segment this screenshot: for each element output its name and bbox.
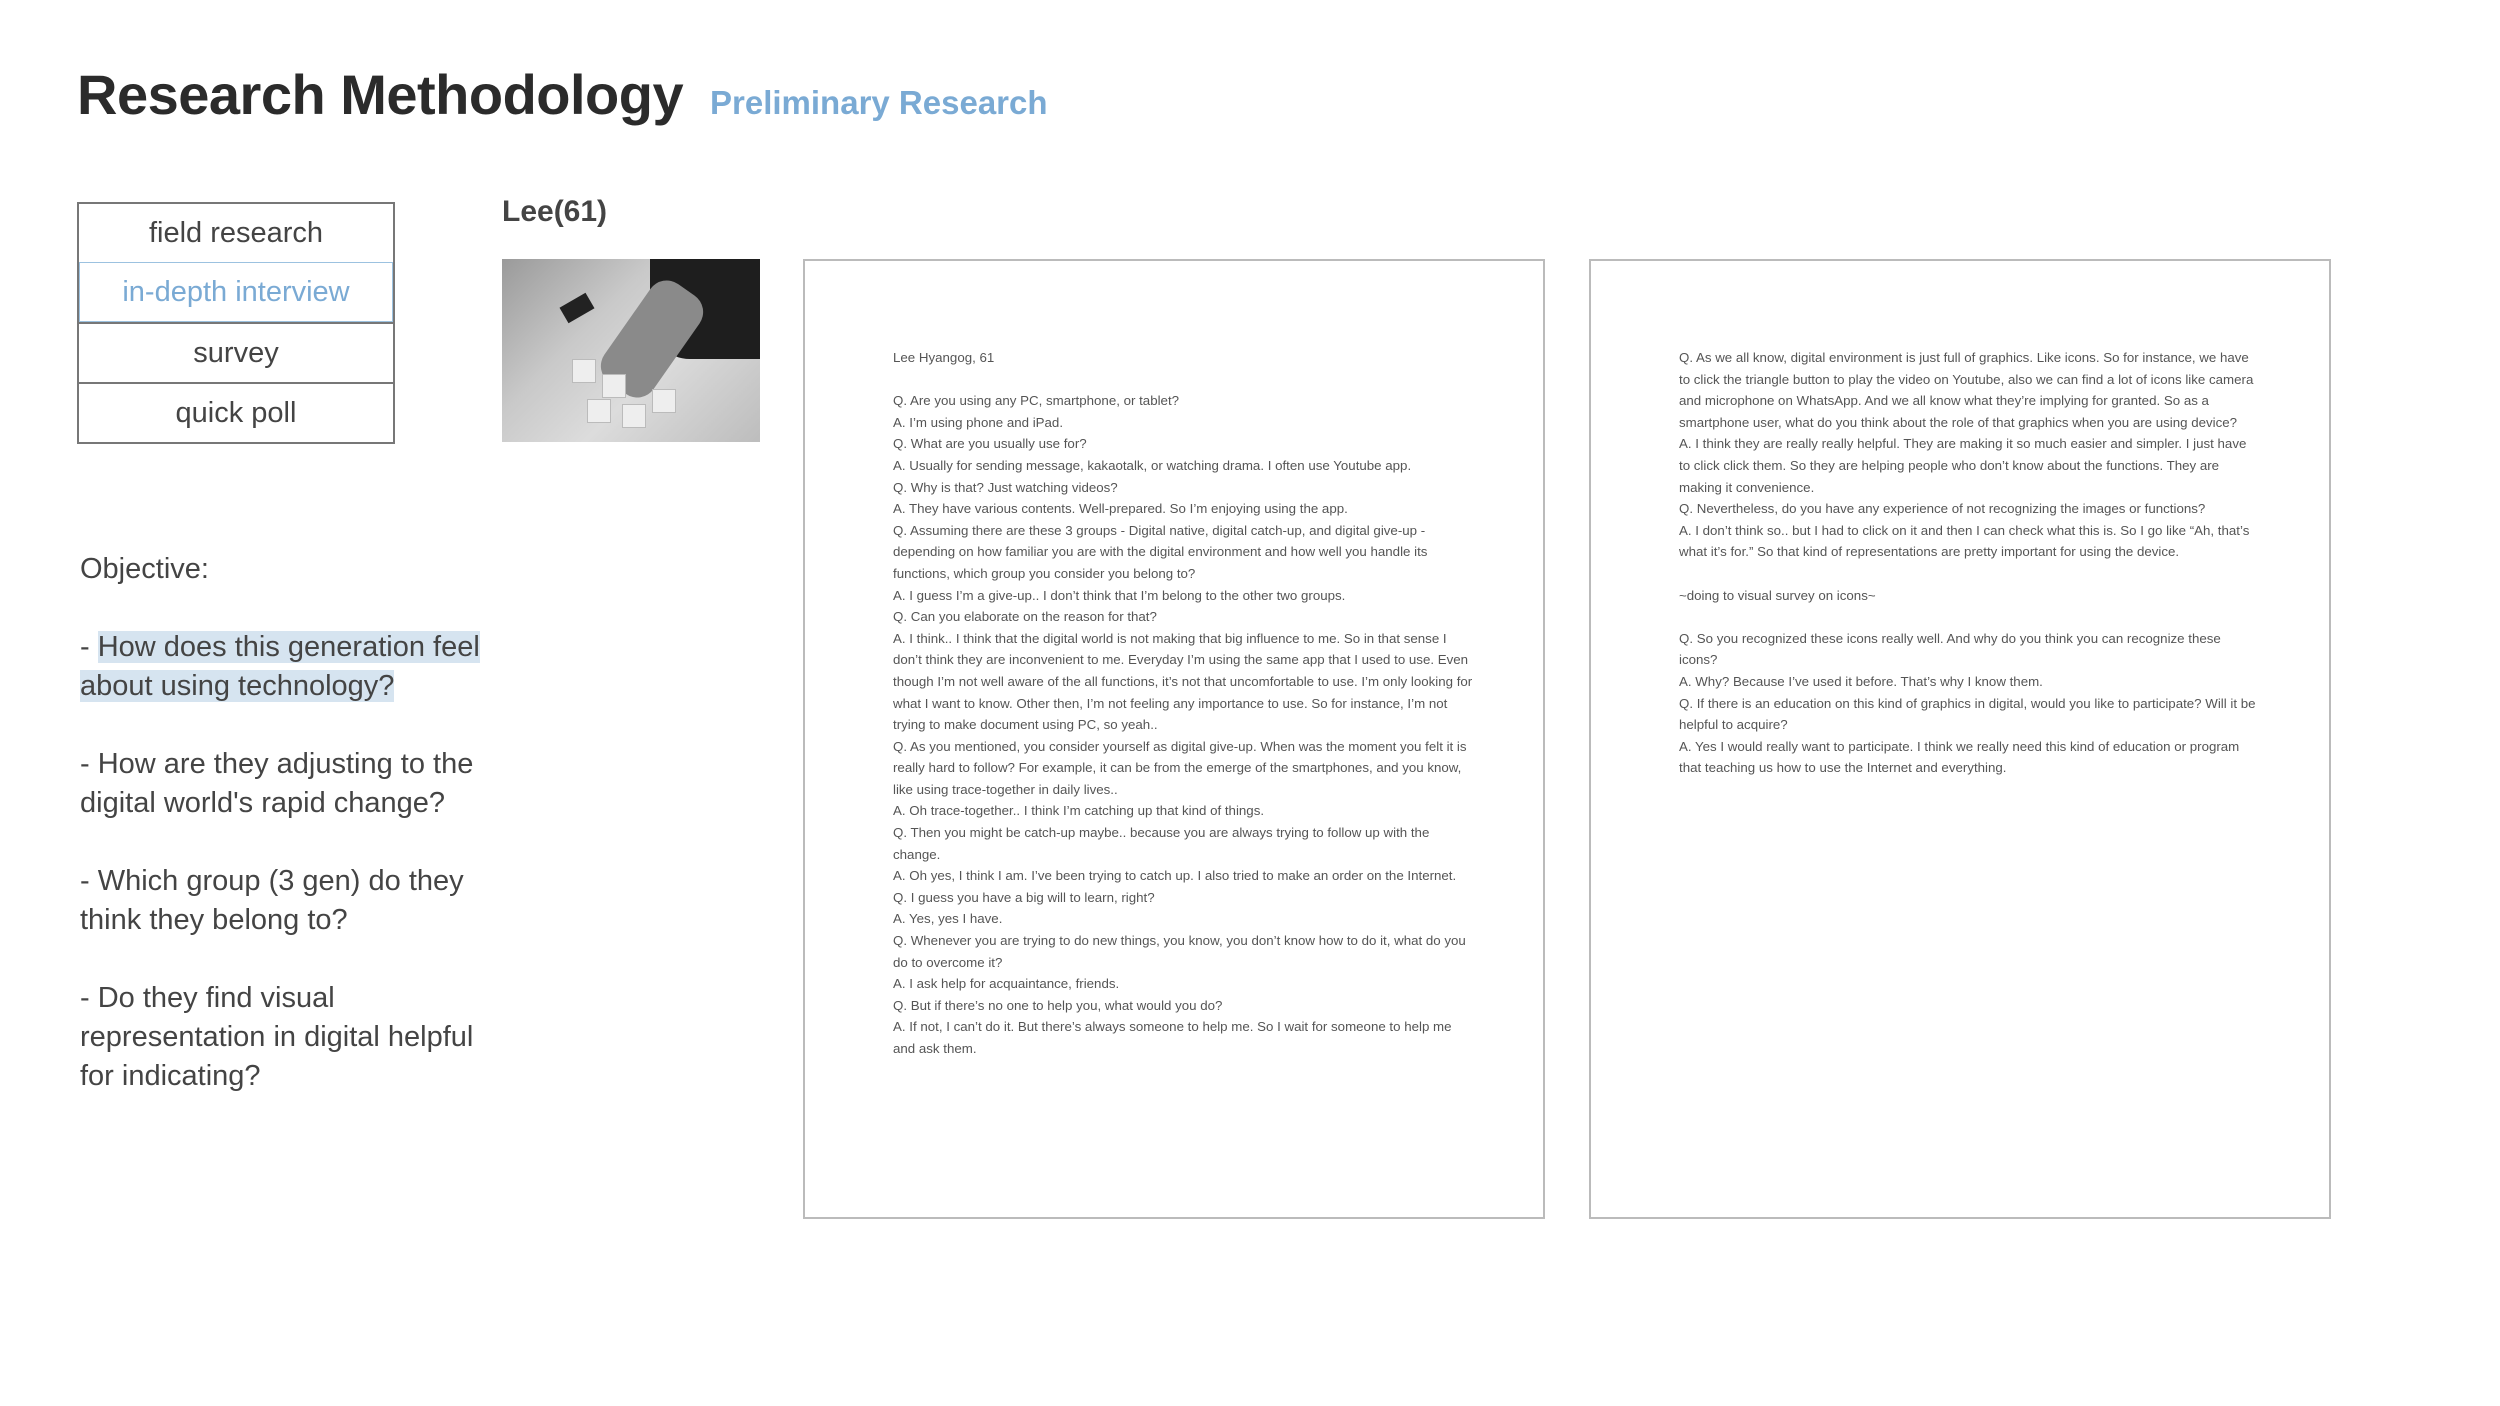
transcript-line: Q. Whenever you are trying to do new things, you know, you don’t know how to do it, what do you do to overcome it? xyxy=(893,933,1466,970)
transcript-line: Q. Can you elaborate on the reason for that? xyxy=(893,609,1157,625)
page-title: Research Methodology xyxy=(77,63,684,126)
transcript-line: A. Oh trace-together.. I think I’m catching up that kind of things. xyxy=(893,803,1265,819)
transcript-line: Q. As you mentioned, you consider yourself as digital give-up. When was the moment you felt it is really hard to follow? For example, it can be from the emerge of the smartphones, and you know, like using trace-together in daily lives.. xyxy=(893,738,1467,797)
transcript-line: A. Oh yes, I think I am. I’ve been trying to catch up. I also tried to make an order on the Internet. xyxy=(893,868,1457,884)
transcript-line: A. I guess I’m a give-up.. I don’t think that I’m belong to the other two groups. xyxy=(893,587,1346,603)
nav-item-quick-poll[interactable]: quick poll xyxy=(79,382,393,442)
transcript-line: A. If not, I can’t do it. But there’s always someone to help me. So I wait for someone to help me and ask them. xyxy=(893,1019,1452,1056)
transcript-line: A. I think.. I think that the digital world is not making that big influence to me. So in that sense I don’t think they are inconvenient to me. Everyday I’m using the same app that I used to use. Even though I’m not well aware of the all functions, it’s not that uncomfortable to use. I’m only looking for what I want to know. Other then, I’m not feeling any importance to use. So for instance, I’m not trying to make document using PC, so yeah.. xyxy=(893,630,1473,733)
objective-heading: Objective: xyxy=(80,553,209,585)
transcript-text xyxy=(893,347,1473,1060)
objective-item: - Which group (3 gen) do they think they belong to? xyxy=(80,865,464,936)
transcript-line: A. I’m using phone and iPad. xyxy=(893,414,1064,430)
objective-item-prefix: - xyxy=(80,631,98,663)
photo-card-shape xyxy=(587,399,611,423)
transcript-page-1 xyxy=(803,259,1545,1219)
transcript-line: Q. Assuming there are these 3 groups - Digital native, digital catch-up, and digital give-up - depending on how familiar you are with the digital environment and how well you handle its functions, which group you consider you belong to? xyxy=(893,522,1428,581)
objective-item xyxy=(80,628,510,706)
interviewee-full-name: Lee Hyangog, 61 xyxy=(893,350,995,365)
photo-phone-shape xyxy=(560,293,595,324)
transcript-line: A. I think they are really really helpful. They are making it so much easier and simpler. I just have to click click them. So they are helping people who don’t know about the functions. They are making it convenience. xyxy=(1679,436,2247,495)
transcript-text xyxy=(1679,347,2259,779)
photo-card-shape xyxy=(602,374,626,398)
transcript-note: ~doing to visual survey on icons~ xyxy=(1679,587,1876,603)
photo-card-shape xyxy=(622,404,646,428)
transcript-line: Q. Then you might be catch-up maybe.. because you are always trying to follow up with the change. xyxy=(893,825,1430,862)
transcript-line: Q. Why is that? Just watching videos? xyxy=(893,479,1118,495)
transcript-line: Q. But if there’s no one to help you, what would you do? xyxy=(893,997,1223,1013)
transcript-line: A. I ask help for acquaintance, friends. xyxy=(893,976,1120,992)
transcript-line: Q. Are you using any PC, smartphone, or tablet? xyxy=(893,393,1180,409)
nav-item-survey[interactable]: survey xyxy=(79,322,393,382)
transcript-line: A. Usually for sending message, kakaotalk, or watching drama. I often use Youtube app. xyxy=(893,457,1412,473)
transcript-line: A. Yes, yes I have. xyxy=(893,911,1003,927)
transcript-line: Q. If there is an education on this kind of graphics in digital, would you like to participate? Will it be helpful to acquire? xyxy=(1679,695,2256,733)
transcript-line: A. They have various contents. Well-prepared. So I’m enjoying using the app. xyxy=(893,501,1348,517)
transcript-line: Q. What are you usually use for? xyxy=(893,436,1087,452)
transcript-line: A. Yes I would really want to participate. I think we really need this kind of education or program that teaching us how to use the Internet and everything. xyxy=(1679,738,2240,776)
transcript-page-2 xyxy=(1589,259,2331,1219)
nav-item-field-research[interactable]: field research xyxy=(148,217,324,249)
objective-item-highlighted: How does this generation feel about using technology? xyxy=(80,631,480,702)
objective-section xyxy=(80,550,510,1135)
page-subtitle: Preliminary Research xyxy=(710,84,1048,121)
method-nav xyxy=(77,202,395,444)
objective-item: - Do they find visual representation in digital helpful for indicating? xyxy=(80,982,474,1092)
photo-card-shape xyxy=(572,359,596,383)
interview-photo xyxy=(502,259,760,442)
transcript-line: A. Why? Because I’ve used it before. That’s why I know them. xyxy=(1679,673,2043,689)
transcript-line: Q. I guess you have a big will to learn, right? xyxy=(893,889,1155,905)
transcript-line: Q. As we all know, digital environment is just full of graphics. Like icons. So for instance, we have to click the triangle button to play the video on Youtube, also we can find a lot of icons like camera and microphone on WhatsApp. And we all know what they’re implying for granted. So as a smartphone user, what do you think about the role of that graphics when you are using device? xyxy=(1679,350,2254,430)
interviewee-name: Lee(61) xyxy=(502,195,608,228)
transcript-line: A. I don’t think so.. but I had to click on it and then I can check what this is. So I go like “Ah, that’s what it’s for.” So that kind of representations are pretty important for using the device. xyxy=(1679,522,2250,560)
photo-card-shape xyxy=(652,389,676,413)
objective-item: - How are they adjusting to the digital world's rapid change? xyxy=(80,748,474,819)
nav-item-in-depth-interview[interactable]: in-depth interview xyxy=(79,262,393,322)
transcript-line: Q. Nevertheless, do you have any experience of not recognizing the images or functions? xyxy=(1679,501,2206,517)
transcript-line: Q. So you recognized these icons really well. And why do you think you can recognize these icons? xyxy=(1679,630,2221,668)
